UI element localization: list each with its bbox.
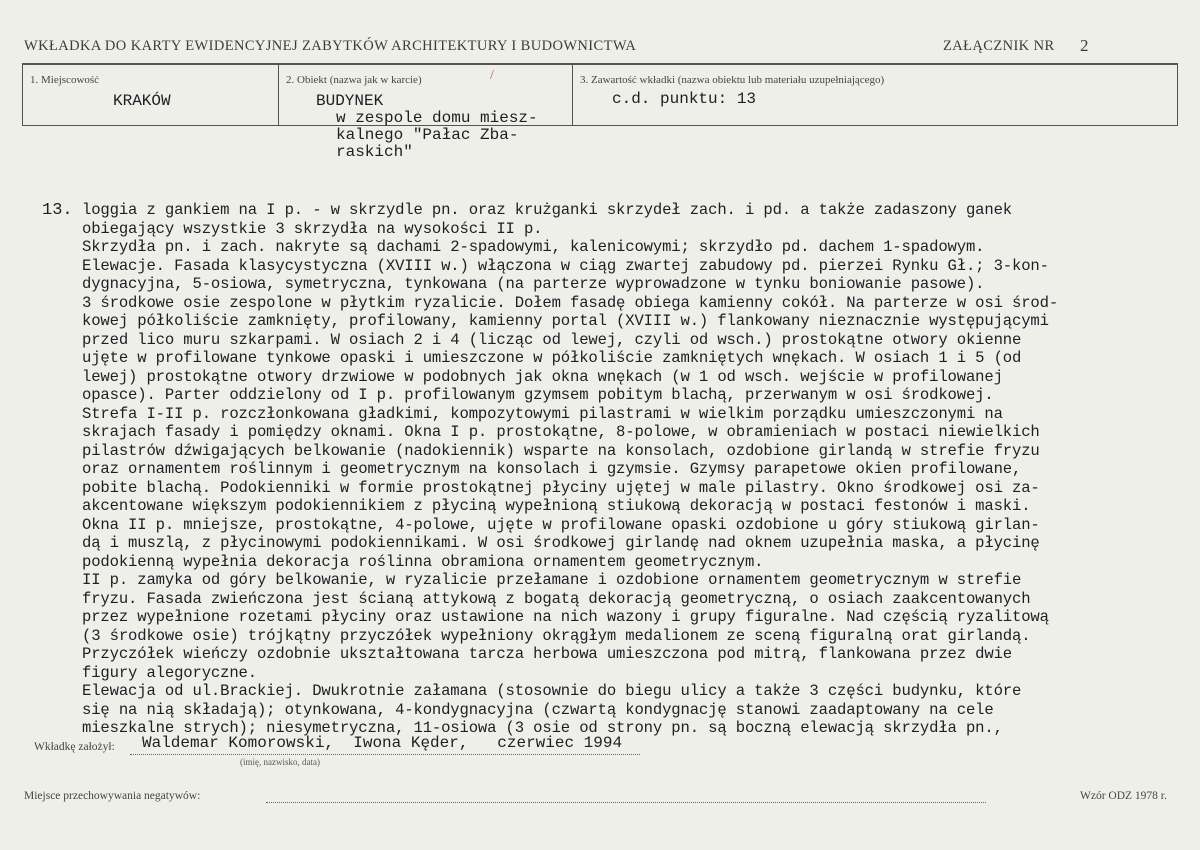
header-divider-2: [572, 63, 573, 126]
description-line: 3 środkowe osie zespolone w płytkim ryzalicie. Dołem fasadę obiega kamienny cokół. Na parterze w osi środ-: [82, 293, 1059, 312]
description-line: obiegający wszystkie 3 skrzydła na wysokości II p.: [82, 219, 543, 238]
description-line: II p. zamyka od góry belkowanie, w ryzalicie przełamane i ozdobione ornamentem geometrycznym w strefie: [82, 571, 1022, 589]
description-line: Strefa I-II p. rozczłonkowana gładkimi, kompozytowymi pilastrami w wielkim porządku umieszczonymi na: [82, 404, 1003, 423]
negatives-dotted-line: [266, 802, 986, 803]
item-number: 13.: [42, 201, 73, 220]
description-line: pobite blachą. Podokienniki w formie prostokątnej płyciny ujętej w male pilastry. Okno środkowej osi za-: [82, 478, 1040, 497]
description-line: się na nią składają); otynkowana, 4-kondygnacyjna (czwartą kondygnację stanowi zaadaptowany na cele: [82, 700, 994, 719]
description-line: oraz ornamentem roślinnym i geometrycznym na konsolach i gzymsie. Gzymsy parapetowe okien profilowane,: [82, 460, 1022, 478]
description-line: Skrzydła pn. i zach. nakryte są dachami 2-spadowymi, kalenicowymi; skrzydło pd. dachem 1-spadowym.: [82, 238, 985, 256]
object-line-1: BUDYNEK: [316, 92, 384, 110]
header-bottom-rule: [22, 125, 1178, 126]
object-label: 2. Obiekt (nazwa jak w karcie): [286, 74, 422, 86]
description-line: Elewacje. Fasada klasycystyczna (XVIII w.) włączona w ciąg zwartej zabudowy pd. pierzei Rynku Gł.; 3-kon-: [82, 256, 1049, 275]
description-line: dą i muszlą, z płycinowymi podokiennikami. W osi środkowej girlandę nad oknem uzupełnia maska, a płycinę: [82, 534, 1040, 552]
object-line-2: w zespole domu miesz-: [336, 109, 538, 127]
description-line: figury alegoryczne.: [82, 663, 257, 682]
description-line: przed lico muru szkarpami. W osiach 2 i 4 (licząc od lewej, czyli od wsch.) prostokątne otwory okienne: [82, 330, 1022, 349]
locality-value: KRAKÓW: [113, 92, 171, 110]
description-line: fryzu. Fasada zwieńczona jest ścianą attykową z bogatą dekoracją geometryczną, o osiach zaakcentowanych: [82, 589, 1031, 608]
description-line: loggia z gankiem na I p. - w skrzydle pn. oraz krużganki skrzydeł zach. i pd. a także zadaszony ganek: [82, 201, 1012, 219]
object-line-4: raskich": [336, 143, 413, 161]
description-line: dygnacyjna, 5-osiowa, symetryczna, tynkowana (na parterze wyprowadzone w tynku boniowanie pasowe).: [82, 275, 985, 293]
locality-label: 1. Miejscowość: [30, 74, 100, 86]
object-line-3: kalnego "Pałac Zba-: [336, 126, 519, 144]
handwritten-tick: /: [490, 68, 494, 83]
author-label: Wkładkę założył:: [34, 741, 115, 753]
description-line: mieszkalne strych); niesymetryczna, 11-osiowa (3 osie od strony pn. są boczną elewacją skrzydła pn.,: [82, 719, 1003, 737]
content-label: 3. Zawartość wkładki (nazwa obiektu lub materiału uzupełniającego): [580, 74, 885, 86]
description-line: Przyczółek wieńczy ozdobnie ukształtowana tarcza herbowa umieszczona pod mitrą, flankowana przez dwie: [82, 645, 1012, 663]
description-line: przez wypełnione rozetami płyciny oraz ustawione na nich wazony i grupy figuralne. Nad częścią ryzalitową: [82, 608, 1049, 626]
description-line: lewej) prostokątne otwory drzwiowe w podobnych jak okna wnękach (w 1 od wsch. wejście w profilowanej: [82, 367, 1003, 386]
author-hint: (imię, nazwisko, data): [240, 757, 320, 767]
form-title: WKŁADKA DO KARTY EWIDENCYJNEJ ZABYTKÓW ARCHITEKTURY I BUDOWNICTWA: [24, 38, 637, 54]
description-line: podokienną wypełnia dekoracja roślinna obramiona ornamentem geometrycznym.: [82, 552, 764, 571]
form-code: Wzór ODZ 1978 r.: [1080, 790, 1167, 802]
header-divider-1: [278, 63, 279, 126]
description-line: Elewacja od ul.Brackiej. Dwukrotnie załamana (stosownie do biegu ulicy a także 3 części budynku, które: [82, 682, 1022, 700]
negatives-label: Miejsce przechowywania negatywów:: [24, 790, 201, 802]
description-line: kowej półkoliście zamknięty, profilowany, kamienny portal (XVIII w.) flankowany nieznacznie występującymi: [82, 312, 1049, 330]
header-right-rule: [1177, 63, 1178, 126]
annex-number: 2: [1080, 36, 1089, 55]
description-line: Okna II p. mniejsze, prostokątne, 4-polowe, ujęte w profilowane opaski ozdobione u góry stiukową girlan-: [82, 515, 1040, 534]
description-line: skrajach fasady i pomiędzy oknami. Okna I p. prostokątne, 8-polowe, w obramieniach w postaci niewielkich: [82, 423, 1040, 441]
header-left-rule: [22, 63, 23, 126]
annex-label: ZAŁĄCZNIK NR: [943, 38, 1055, 54]
author-dotted-line: [130, 754, 640, 755]
description-line: (3 środkowe osie) trójkątny przyczółek wypełniony okrągłym medalionem ze sceną figuralną orat girlandą.: [82, 626, 1031, 645]
author-value: Waldemar Komorowski, Iwona Kęder, czerwiec 1994: [142, 734, 623, 752]
description-line: opasce). Parter oddzielony od I p. profilowanym gzymsem pobitym blachą, przerwanym w osi środkowej.: [82, 386, 994, 404]
description-line: ujęte w profilowane tynkowe opaski i umieszczone w półkoliście zamkniętych wnękach. W osiach 1 i 5 (od: [82, 349, 1022, 367]
description-line: akcentowane większym podokiennikiem z płyciną wypełnioną stiukową dekoracją w postaci festonów i maski.: [82, 497, 1031, 515]
description-line: pilastrów dźwigających belkowanie (nadokiennik) wsparte na konsolach, ozdobione girlandą w strefie fryzu: [82, 441, 1040, 460]
header-top-rule: [22, 63, 1178, 65]
content-value: c.d. punktu: 13: [612, 90, 757, 108]
